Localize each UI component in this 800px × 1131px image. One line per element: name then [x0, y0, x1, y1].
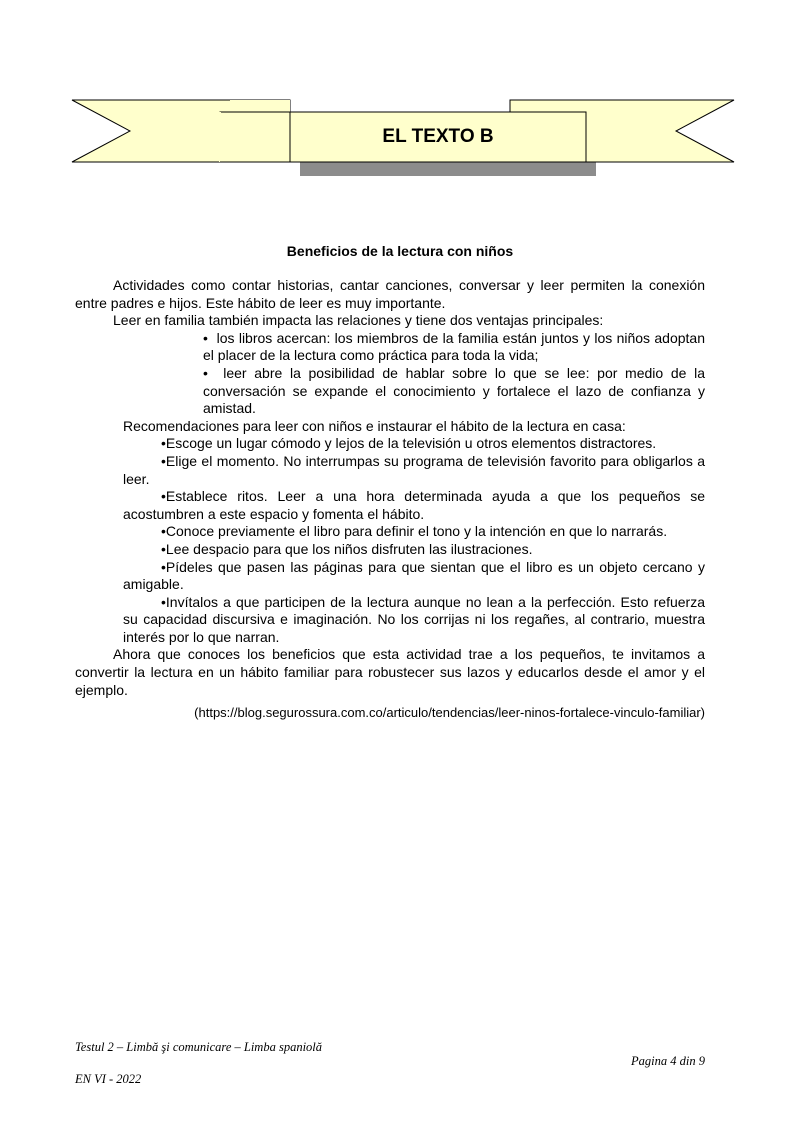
list-item: •Conoce previamente el libro para definir el tono y la intención en que lo narrarás.	[161, 523, 668, 540]
paragraph-recommendations-intro: Recomendaciones para leer con niños e instaurar el hábito de la lectura en casa:	[123, 417, 626, 434]
paragraph-conclusion: Ahora que conoces los beneficios que esta actividad trae a los pequeños, te invitamos a convertir la lectura en un hábito familiar para robustecer sus lazos y educarlos desde el amor y el ejemplo.	[75, 646, 705, 698]
list-item: •Elige el momento. No interrumpas su programa de televisión favorito para obligarlos a leer.	[123, 452, 705, 487]
article-body	[75, 277, 705, 699]
list-item: •Establece ritos. Leer a una hora determinada ayuda a que los pequeños se acostumbren a este espacio y fomenta el hábito.	[123, 488, 705, 522]
list-item: •Escoge un lugar cómodo y lejos de la televisión u otros elementos distractores.	[161, 435, 657, 452]
list-item: •Lee despacio para que los niños disfruten las ilustraciones.	[161, 540, 533, 557]
banner-title: EL TEXTO B	[382, 126, 494, 147]
list-item: •Invítalos a que participen de la lectura aunque no lean a la perfección. Esto refuerza su capacidad discursiva e imaginación. No los corrijas ni los regañes, al contrario, muestra interés por lo que narran.	[123, 593, 705, 645]
footer-test-line: Testul 2 – Limbă şi comunicare – Limba spaniolă	[75, 1040, 323, 1054]
footer-page-number: Pagina 4 din 9	[631, 1054, 705, 1068]
list-item: • leer abre la posibilidad de hablar sobre lo que se lee: por medio de la conversación se expande el conocimiento y fortalece el lazo de confianza y amistad.	[203, 364, 705, 417]
source-citation: (https://blog.segurossura.com.co/articulo/tendencias/leer-ninos-fortalece-vinculo-familiar)	[194, 705, 705, 720]
paragraph-intro: Actividades como contar historias, cantar canciones, conversar y leer permiten la conexión entre padres e hijos. Este hábito de leer es muy importante.	[75, 277, 705, 311]
list-item: • los libros acercan: los miembros de la familia están juntos y los niños adoptan el placer de la lectura como práctica para toda la vida;	[203, 329, 705, 364]
list-item: •Pídeles que pasen las páginas para que sientan que el libro es un objeto cercano y amigable.	[123, 558, 705, 593]
paragraph-advantages-intro: Leer en familia también impacta las relaciones y tiene dos ventajas principales:	[113, 312, 604, 329]
footer-exam: EN VI - 2022	[75, 1072, 142, 1086]
article-title: Beneficios de la lectura con niños	[286, 243, 514, 259]
title-banner	[70, 98, 736, 178]
